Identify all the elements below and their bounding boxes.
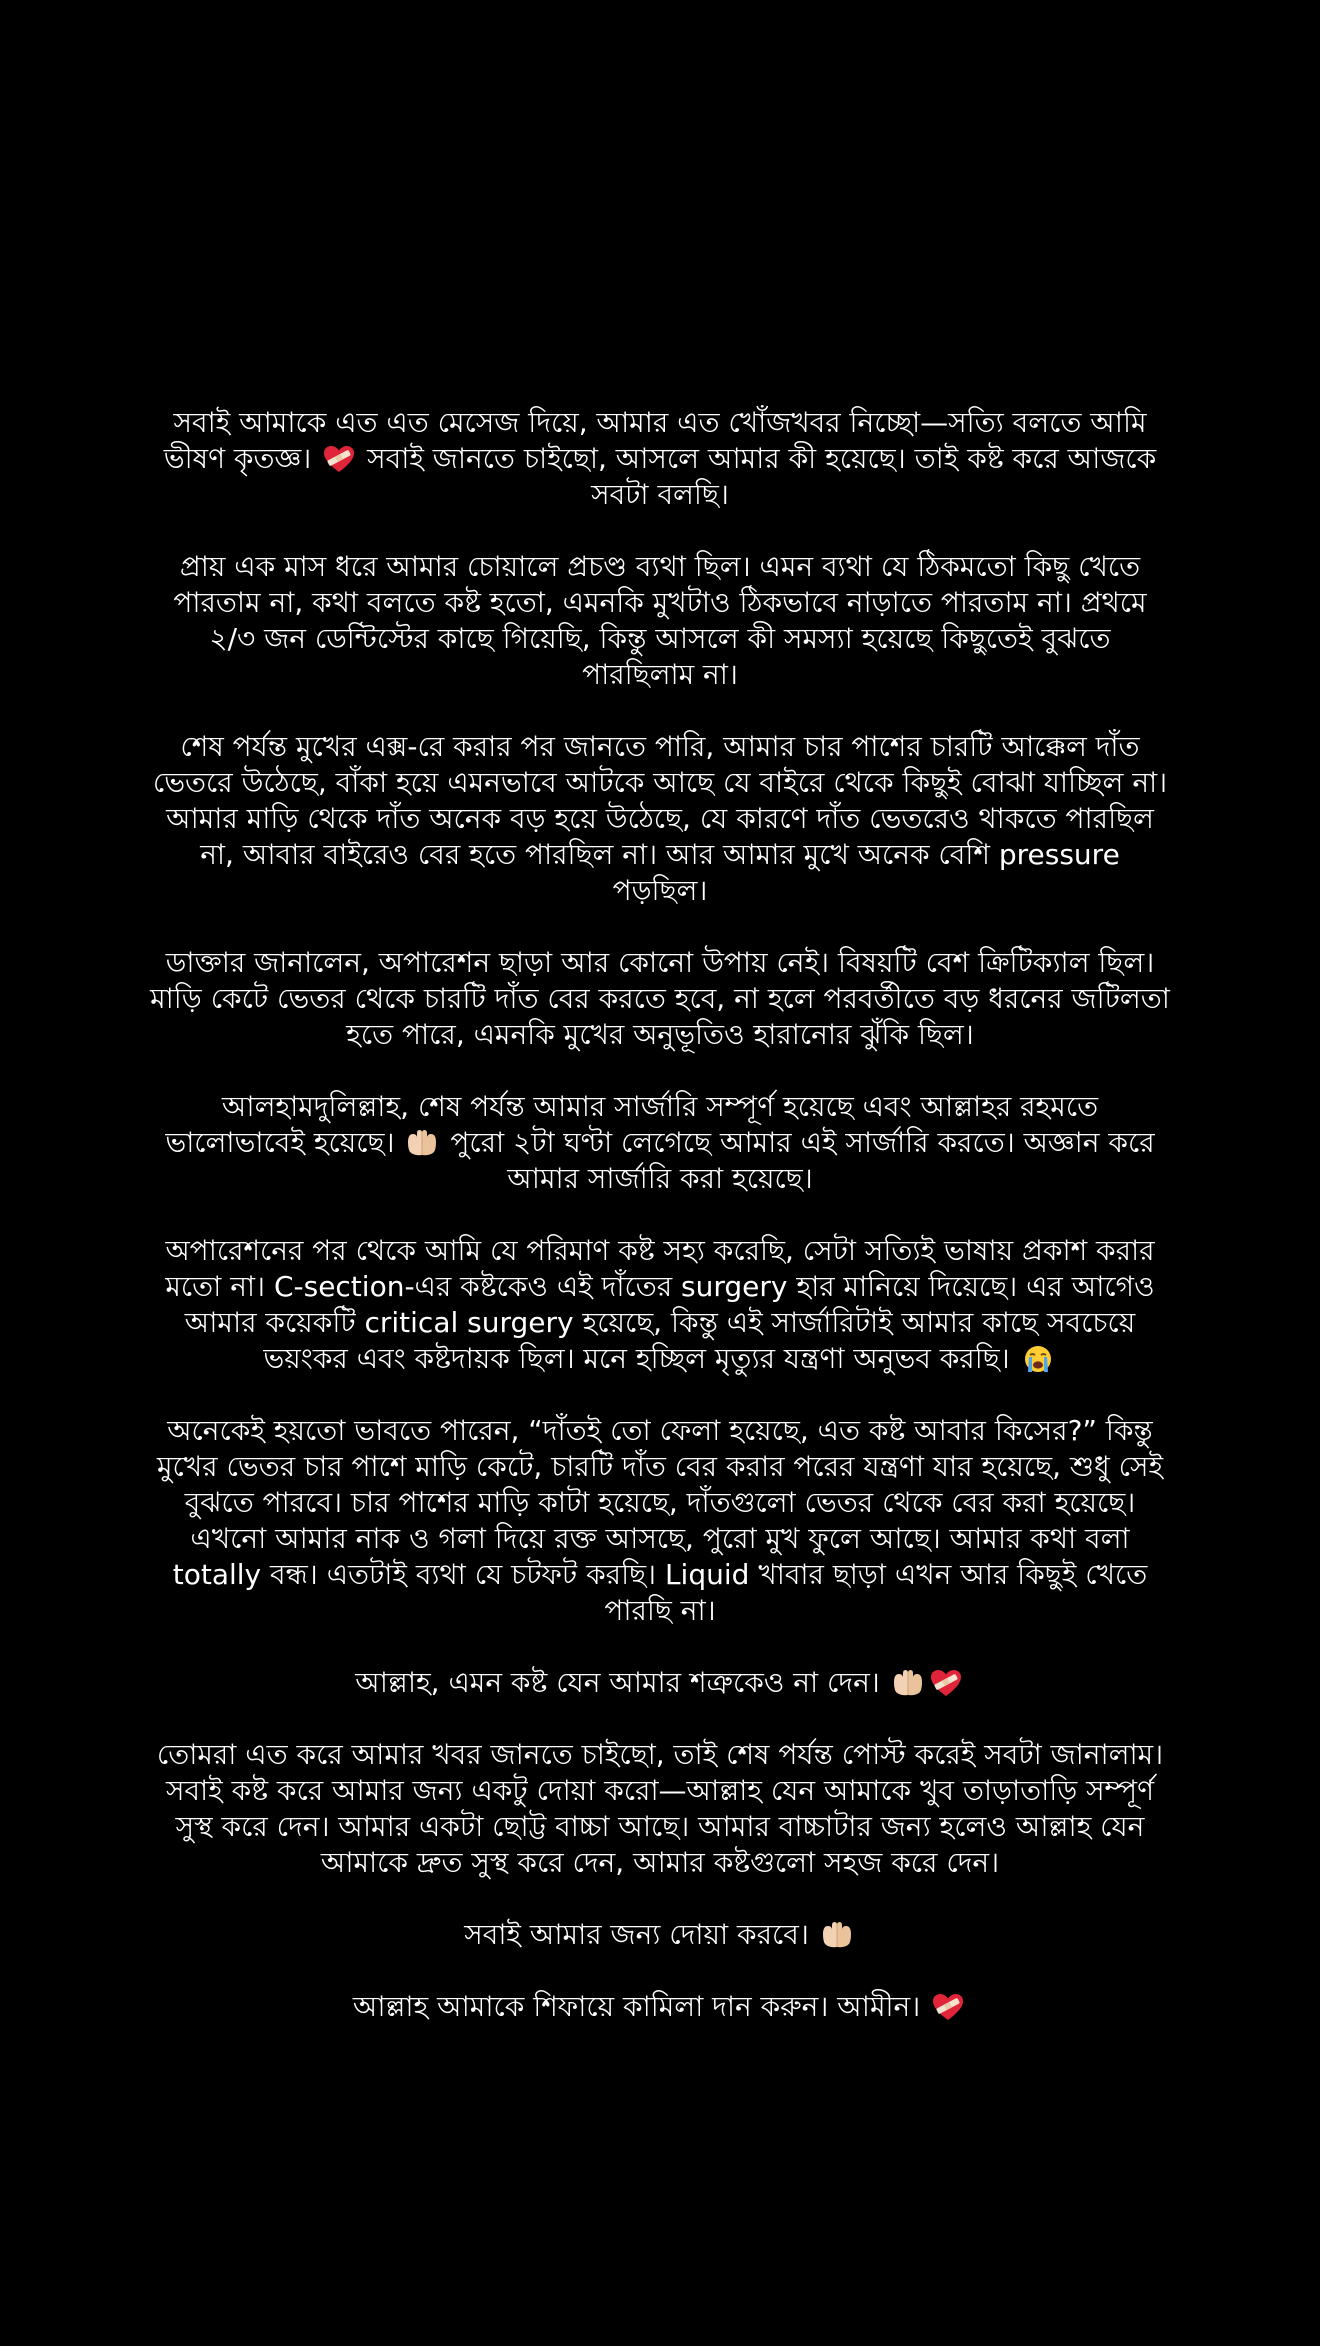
paragraph-text: আল্লাহ আমাকে শিফায়ে কামিলা দান করুন। আমীন। xyxy=(352,1990,930,2023)
paragraph-text: শেষ পর্যন্ত মুখের এক্স-রে করার পর জানতে পারি, আমার চার পাশের চারটি আক্কেল দাঁত ভেতরে উঠেছে, বাঁকা হয়ে এমনভাবে আটকে আছে যে বাইরে থেকে কিছুই বোঝা যাচ্ছিল না। আমার মাড়ি থেকে দাঁত অনেক বড় হয়ে উঠেছে, যে কারণে দাঁত ভেতরেও থাকতে পারছিল না, আবার বাইরেও বের হতে পারছিল না। আর আমার মুখে অনেক বেশি pressure পড়ছিল। xyxy=(152,730,1168,907)
paragraph-text: আল্লাহ, এমন কষ্ট যেন আমার শত্রুকেও না দেন। xyxy=(355,1666,889,1699)
palms-up-together-icon xyxy=(405,1128,439,1158)
paragraph xyxy=(150,729,1170,909)
loudly-crying-face-icon xyxy=(1021,1344,1055,1374)
palms-up-together-icon xyxy=(891,1668,925,1698)
paragraph xyxy=(150,549,1170,693)
paragraph xyxy=(150,1665,1170,1701)
paragraph-text: পুরো ২টা ঘণ্টা লেগেছে আমার এই সার্জারি করতে। অজ্ঞান করে আমার সার্জারি করা হয়েছে। xyxy=(441,1126,1155,1195)
paragraph xyxy=(150,945,1170,1053)
paragraph xyxy=(150,1089,1170,1197)
paragraph xyxy=(150,405,1170,513)
paragraph xyxy=(150,1737,1170,1881)
paragraph xyxy=(150,1917,1170,1953)
paragraph-text: সবাই জানতে চাইছো, আসলে আমার কী হয়েছে। তাই কষ্ট করে আজকে সবটা বলছি। xyxy=(358,442,1157,511)
paragraph xyxy=(150,1233,1170,1377)
paragraph-text: অনেকেই হয়তো ভাবতে পারেন, “দাঁতই তো ফেলা হয়েছে, এত কষ্ট আবার কিসের?” কিন্তু মুখের ভেতর চার পাশে মাড়ি কেটে, চারটি দাঁত বের করার পরের যন্ত্রণা যার হয়েছে, শুধু সেই বুঝতে পারবে। চার পাশের মাড়ি কাটা হয়েছে, দাঁতগুলো ভেতর থেকে বের করা হয়েছে। এখনো আমার নাক ও গলা দিয়ে রক্ত আসছে, পুরো মুখ ফুলে আছে। আমার কথা বলা totally বন্ধ। এতটাই ব্যথা যে চটফট করছি। Liquid খাবার ছাড়া এখন আর কিছুই খেতে পারছি না। xyxy=(156,1414,1164,1627)
palms-up-together-icon xyxy=(820,1920,854,1950)
paragraph-text: সবাই আমার জন্য দোয়া করবে। xyxy=(464,1918,818,1951)
paragraph-text: তোমরা এত করে আমার খবর জানতে চাইছো, তাই শেষ পর্যন্ত পোস্ট করেই সবটা জানালাম। সবাই কষ্ট করে আমার জন্য একটু দোয়া করো—আল্লাহ যেন আমাকে খুব তাড়াতাড়ি সম্পূর্ণ সুস্থ করে দেন। আমার একটা ছোট্ট বাচ্চা আছে। আমার বাচ্চাটার জন্য হলেও আল্লাহ যেন আমাকে দ্রুত সুস্থ করে দেন, আমার কষ্টগুলো সহজ করে দেন। xyxy=(156,1738,1164,1879)
paragraph xyxy=(150,1989,1170,2025)
paragraph-text: সবাই আমাকে এত এত মেসেজ দিয়ে, আমার এত খোঁজখবর নিচ্ছো—সত্যি বলতে আমি ভীষণ কৃতজ্ঞ। xyxy=(163,406,1147,475)
mending-heart-icon xyxy=(929,1668,963,1698)
mending-heart-icon xyxy=(322,444,356,474)
paragraph xyxy=(150,1413,1170,1629)
paragraph-text: ডাক্তার জানালেন, অপারেশন ছাড়া আর কোনো উপায় নেই। বিষয়টি বেশ ক্রিটিক্যাল ছিল। মাড়ি কেটে ভেতর থেকে চারটি দাঁত বের করতে হবে, না হলে পরবর্তীতে বড় ধরনের জটিলতা হতে পারে, এমনকি মুখের অনুভূতিও হারানোর ঝুঁকি ছিল। xyxy=(150,946,1170,1051)
post-text-body xyxy=(150,405,1170,2061)
paragraph-text: অপারেশনের পর থেকে আমি যে পরিমাণ কষ্ট সহ্য করেছি, সেটা সত্যিই ভাষায় প্রকাশ করার মতো না। C-section-এর কষ্টকেও এই দাঁতের surgery হার মানিয়ে দিয়েছে। এর আগেও আমার কয়েকটি critical surgery হয়েছে, কিন্তু এই সার্জারিটাই আমার কাছে সবচেয়ে ভয়ংকর এবং কষ্টদায়ক ছিল। মনে হচ্ছিল মৃত্যুর যন্ত্রণা অনুভব করছি। xyxy=(165,1234,1155,1375)
paragraph-text: আলহামদুলিল্লাহ, শেষ পর্যন্ত আমার সার্জারি সম্পূর্ণ হয়েছে এবং আল্লাহর রহমতে ভালোভাবেই হয়েছে। xyxy=(165,1090,1099,1159)
paragraph-text: প্রায় এক মাস ধরে আমার চোয়ালে প্রচণ্ড ব্যথা ছিল। এমন ব্যথা যে ঠিকমতো কিছু খেতে পারতাম না, কথা বলতে কষ্ট হতো, এমনকি মুখটাও ঠিকভাবে নাড়াতে পারতাম না। প্রথমে ২/৩ জন ডেন্টিস্টের কাছে গিয়েছি, কিন্তু আসলে কী সমস্যা হয়েছে কিছুতেই বুঝতে পারছিলাম না। xyxy=(173,550,1147,691)
mending-heart-icon xyxy=(931,1992,965,2022)
